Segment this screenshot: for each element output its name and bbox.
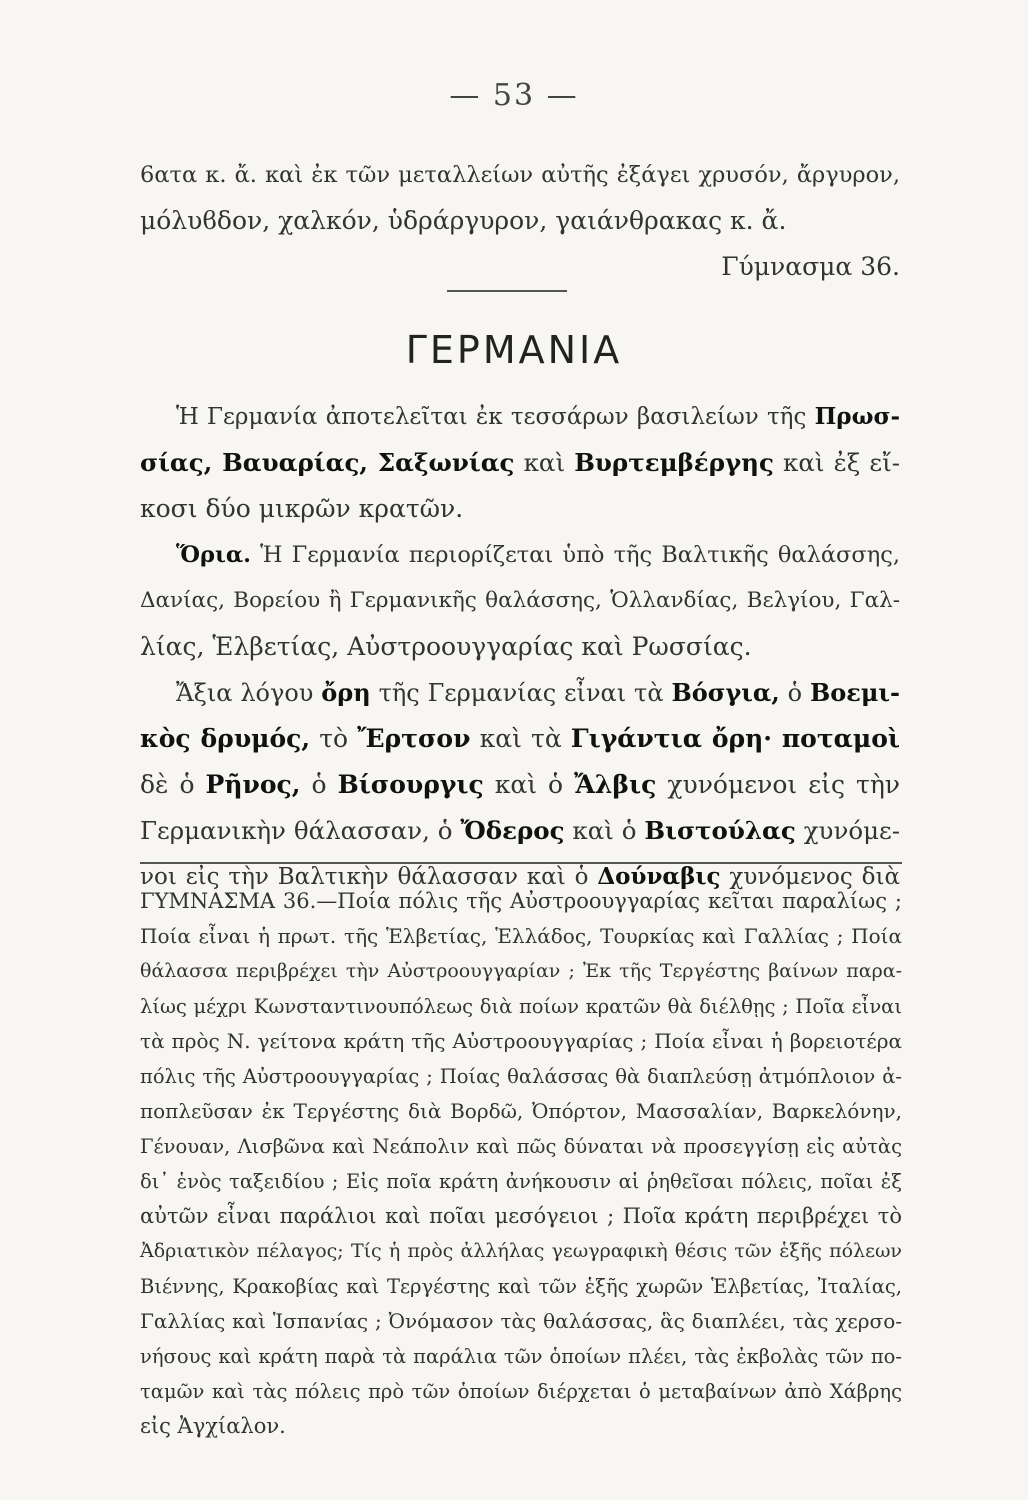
- footnote-line: τὰ πρὸς Ν. γείτονα κράτη τῆς Αὐστροουγγαρίας ; Ποία εἶναι ἡ βορειοτέρα: [140, 1029, 902, 1053]
- footnote-line: εἰς Ἀγχίαλον.: [140, 1414, 286, 1438]
- footnote-line: ποπλεῦσαν ἐκ Τεργέστης διὰ Βορδῶ, Ὀπόρτον, Μασσαλίαν, Βαρκελόνην,: [140, 1099, 902, 1123]
- footnote-line: Γένουαν, Λισβῶνα καὶ Νεάπολιν καὶ πῶς δύναται νὰ προσεγγίσῃ εἰς αὐτὰς: [140, 1135, 902, 1158]
- footnote-line: Ποία εἶναι ἡ πρωτ. τῆς Ἑλβετίας, Ἑλλάδος, Τουρκίας καὶ Γαλλίας ; Ποία: [140, 924, 902, 948]
- section-title: ΓΕΡΜΑΝΙΑ: [405, 328, 623, 372]
- paragraph-3-line-1: Ἄξια λόγου ὄρη τῆς Γερμανίας εἶναι τὰ Βόσγια, ὁ Βοεμι-: [176, 678, 900, 707]
- paragraph-2-line-3: λίας, Ἑλβετίας, Αὐστροουγγαρίας καὶ Ρωσσίας.: [140, 632, 752, 661]
- footnote-line: νήσους καὶ κράτη παρὰ τὰ παράλια τῶν ὁποίων πλέει, τὰς ἐκβολὰς τῶν πο-: [140, 1345, 902, 1368]
- paragraph-3-line-2: κὸς δρυμός, τὸ Ἔρτσον καὶ τὰ Γιγάντια ὄρη· ποταμοὶ: [140, 724, 900, 753]
- intro-line-2: μόλυϐδον, χαλκόν, ὑδράργυρον, γαιάνθρακας κ. ἄ.: [140, 206, 787, 235]
- exercise-ref: Γύμνασμα 36.: [721, 252, 900, 281]
- intro-text: [140, 152, 900, 290]
- exercise-footnote: [140, 884, 902, 1444]
- footnote-line: Βιέννης, Κρακοβίας καὶ Τεργέστης καὶ τῶν ἑξῆς χωρῶν Ἑλβετίας, Ἰταλίας,: [140, 1275, 902, 1298]
- paragraph-1-line-3: κοσι δύο μικρῶν κρατῶν.: [140, 494, 464, 523]
- footnote-line: πόλις τῆς Αὐστροουγγαρίας ; Ποίας θαλάσσας θὰ διαπλεύσῃ ἀτμόπλοιον ἀ-: [140, 1065, 902, 1088]
- footnote-line: Ἀδριατικὸν πέλαγος; Τίς ἡ πρὸς ἀλλήλας γεωγραφικὴ θέσις τῶν ἑξῆς πόλεων: [140, 1240, 902, 1262]
- main-text: [140, 394, 900, 900]
- footnote-line: Γαλλίας καὶ Ἱσπανίας ; Ὀνόμασον τὰς θαλάσσας, ἃς διαπλέει, τὰς χερσο-: [140, 1309, 902, 1333]
- paragraph-1-line-1: Ἡ Γερμανία ἀποτελεῖται ἐκ τεσσάρων βασιλείων τῆς Πρωσ-: [176, 403, 900, 430]
- footnote-line: ΓΥΜΝΑΣΜΑ 36.—Ποία πόλις τῆς Αὐστροουγγαρίας κεῖται παραλίως ;: [140, 889, 902, 913]
- paragraph-3-line-4: Γερμανικὴν θάλασσαν, ὁ Ὄδερος καὶ ὁ Βιστούλας χυνόμε-: [140, 816, 900, 845]
- paragraph-3-line-3: δὲ ὁ Ρῆνος, ὁ Βίσουργις καὶ ὁ Ἄλβις χυνόμενοι εἰς τὴν: [140, 770, 900, 799]
- page-number: — 53 —: [449, 78, 579, 113]
- footnote-line: ταμῶν καὶ τὰς πόλεις πρὸ τῶν ὁποίων διέρχεται ὁ μεταβαίνων ἀπὸ Χάβρης: [140, 1380, 902, 1403]
- section-divider: [447, 290, 567, 292]
- footnote-line: λίως μέχρι Κωνσταντινουπόλεως διὰ ποίων κρατῶν θὰ διέλθῃς ; Ποῖα εἶναι: [140, 995, 902, 1018]
- footnote-line: αὐτῶν εἶναι παράλιοι καὶ ποῖαι μεσόγειοι ; Ποῖα κράτη περιβρέχει τὸ: [140, 1204, 902, 1228]
- footnote-line: θάλασσα περιβρέχει τὴν Αὐστροουγγαρίαν ; Ἐκ τῆς Τεργέστης βαίνων παρα-: [140, 960, 902, 982]
- footnote-divider: [140, 862, 902, 864]
- footnote-line: δι᾽ ἑνὸς ταξειδίου ; Εἰς ποῖα κράτη ἀνήκουσιν αἱ ῥηθεῖσαι πόλεις, ποῖαι ἐξ: [140, 1170, 902, 1193]
- paragraph-2-line-2: Δανίας, Βορείου ἢ Γερμανικῆς θαλάσσης, Ὁλλανδίας, Βελγίου, Γαλ-: [140, 588, 900, 613]
- paragraph-1-line-2: σίας, Βαυαρίας, Σαξωνίας καὶ Βυρτεμβέργης καὶ ἐξ εἴ-: [140, 448, 900, 477]
- paragraph-2-line-1: Ὅρια. Ἡ Γερμανία περιορίζεται ὑπὸ τῆς Βαλτικῆς θαλάσσης,: [176, 542, 900, 568]
- paragraph-3-line-5: νοι εἰς τὴν Βαλτικὴν θάλασσαν καὶ ὁ Δούναβις χυνόμενος διὰ: [140, 863, 901, 890]
- intro-line-1: 6ατα κ. ἄ. καὶ ἐκ τῶν μεταλλείων αὐτῆς ἐξάγει χρυσόν, ἄργυρον,: [140, 162, 900, 188]
